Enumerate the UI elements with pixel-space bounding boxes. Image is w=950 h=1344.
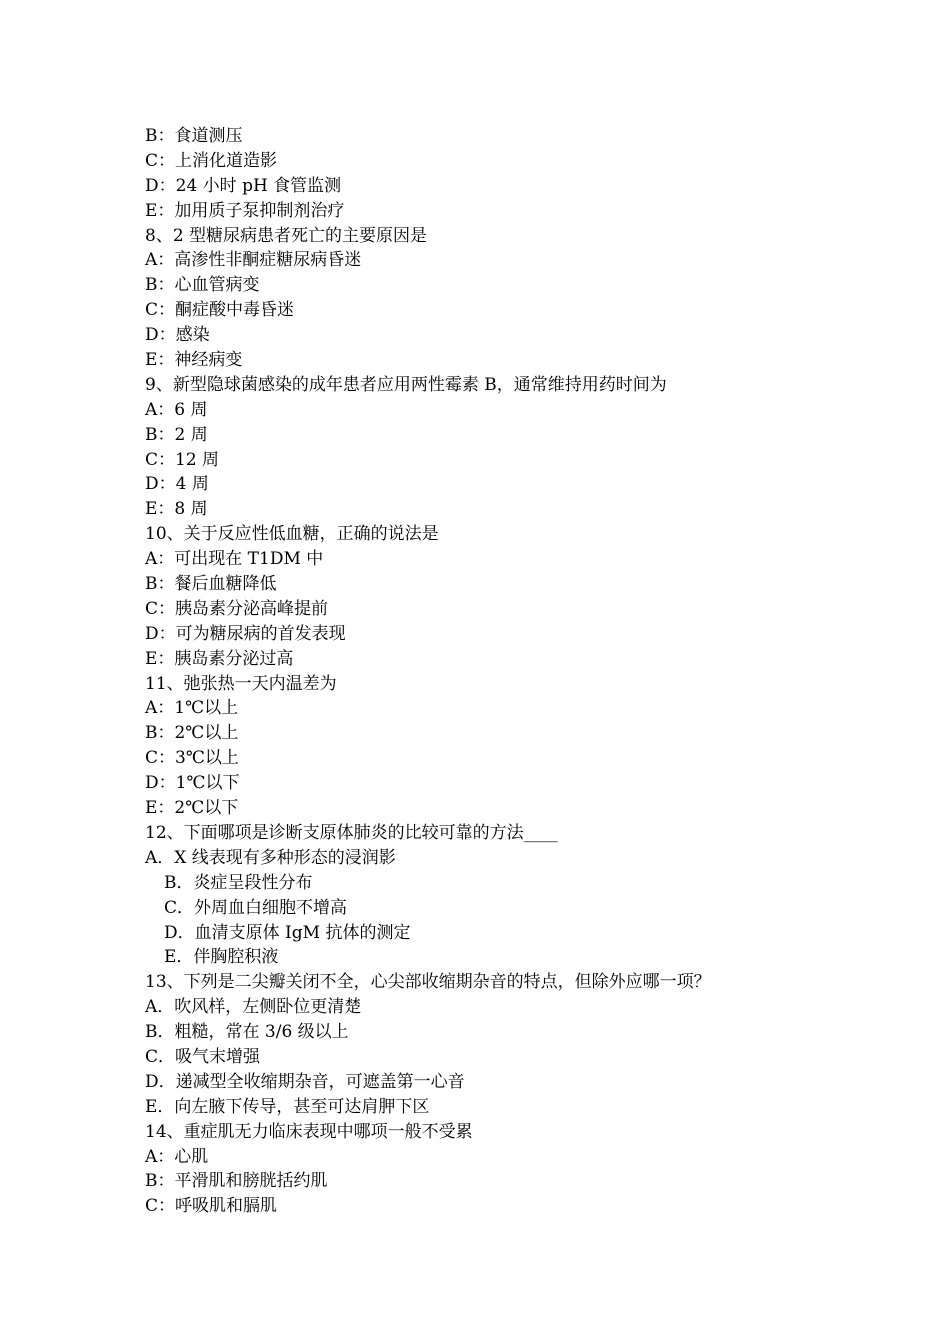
text-line: A：1℃以上 — [145, 698, 239, 719]
text-line: C：上消化道造影 — [145, 150, 278, 171]
question-line: 14、重症肌无力临床表现中哪项一般不受累 — [145, 1121, 473, 1142]
text-line: D．血清支原体 IgM 抗体的测定 — [164, 922, 411, 943]
text-line: A．吹风样，左侧卧位更清楚 — [145, 997, 362, 1018]
text-line: D：1℃以下 — [145, 773, 240, 794]
text-line: D：感染 — [145, 325, 210, 346]
text-line: A．X 线表现有多种形态的浸润影 — [145, 847, 396, 868]
text-line: D：24 小时 pH 食管监测 — [145, 175, 342, 196]
text-line: B：平滑肌和膀胱括约肌 — [145, 1171, 328, 1192]
text-line: E：8 周 — [145, 499, 208, 520]
document-body — [145, 124, 845, 1219]
question-line: 8、2 型糖尿病患者死亡的主要原因是 — [145, 225, 428, 246]
text-line: C．外周血白细胞不增高 — [164, 897, 348, 918]
question-line: 10、关于反应性低血糖，正确的说法是 — [145, 524, 439, 545]
question-line: 11、弛张热一天内温差为 — [145, 673, 337, 694]
text-line: C：胰岛素分泌高峰提前 — [145, 598, 329, 619]
question-line: 13、下列是二尖瓣关闭不全，心尖部收缩期杂音的特点，但除外应哪一项？ — [145, 972, 711, 993]
text-line: C：呼吸肌和膈肌 — [145, 1196, 278, 1217]
text-line: E．伴胸腔积液 — [164, 947, 279, 968]
text-line: E：加用质子泵抑制剂治疗 — [145, 200, 345, 221]
text-line: E：神经病变 — [145, 350, 243, 371]
text-line: E：2℃以下 — [145, 798, 239, 819]
text-line: B：食道测压 — [145, 126, 243, 146]
text-line: B：2 周 — [145, 424, 208, 445]
text-line: A：心肌 — [145, 1146, 209, 1167]
text-line: B：2℃以上 — [145, 723, 239, 744]
text-line: B：餐后血糖降低 — [145, 574, 277, 595]
text-line: E：胰岛素分泌过高 — [145, 648, 294, 669]
text-line: E．向左腋下传导，甚至可达肩胛下区 — [145, 1096, 430, 1117]
text-line: B．粗糙，常在 3/6 级以上 — [145, 1022, 349, 1043]
question-line: 12、下面哪项是诊断支原体肺炎的比较可靠的方法____ — [145, 822, 558, 843]
text-line: C：12 周 — [145, 449, 220, 470]
text-line: C：3℃以上 — [145, 748, 239, 769]
text-line: D：可为糖尿病的首发表现 — [145, 623, 346, 644]
text-line: D．递减型全收缩期杂音，可遮盖第一心音 — [145, 1071, 465, 1092]
text-line: B．炎症呈段性分布 — [164, 872, 313, 893]
text-line: A：可出现在 T1DM 中 — [145, 549, 324, 570]
text-line: B：心血管病变 — [145, 275, 260, 296]
text-line: A：6 周 — [145, 399, 208, 420]
text-line: A：高渗性非酮症糖尿病昏迷 — [145, 250, 362, 271]
text-line: D：4 周 — [145, 474, 209, 495]
text-line: C．吸气末增强 — [145, 1046, 261, 1067]
question-line: 9、新型隐球菌感染的成年患者应用两性霉素 B，通常维持用药时间为 — [145, 374, 667, 395]
text-line: C：酮症酸中毒昏迷 — [145, 300, 295, 321]
